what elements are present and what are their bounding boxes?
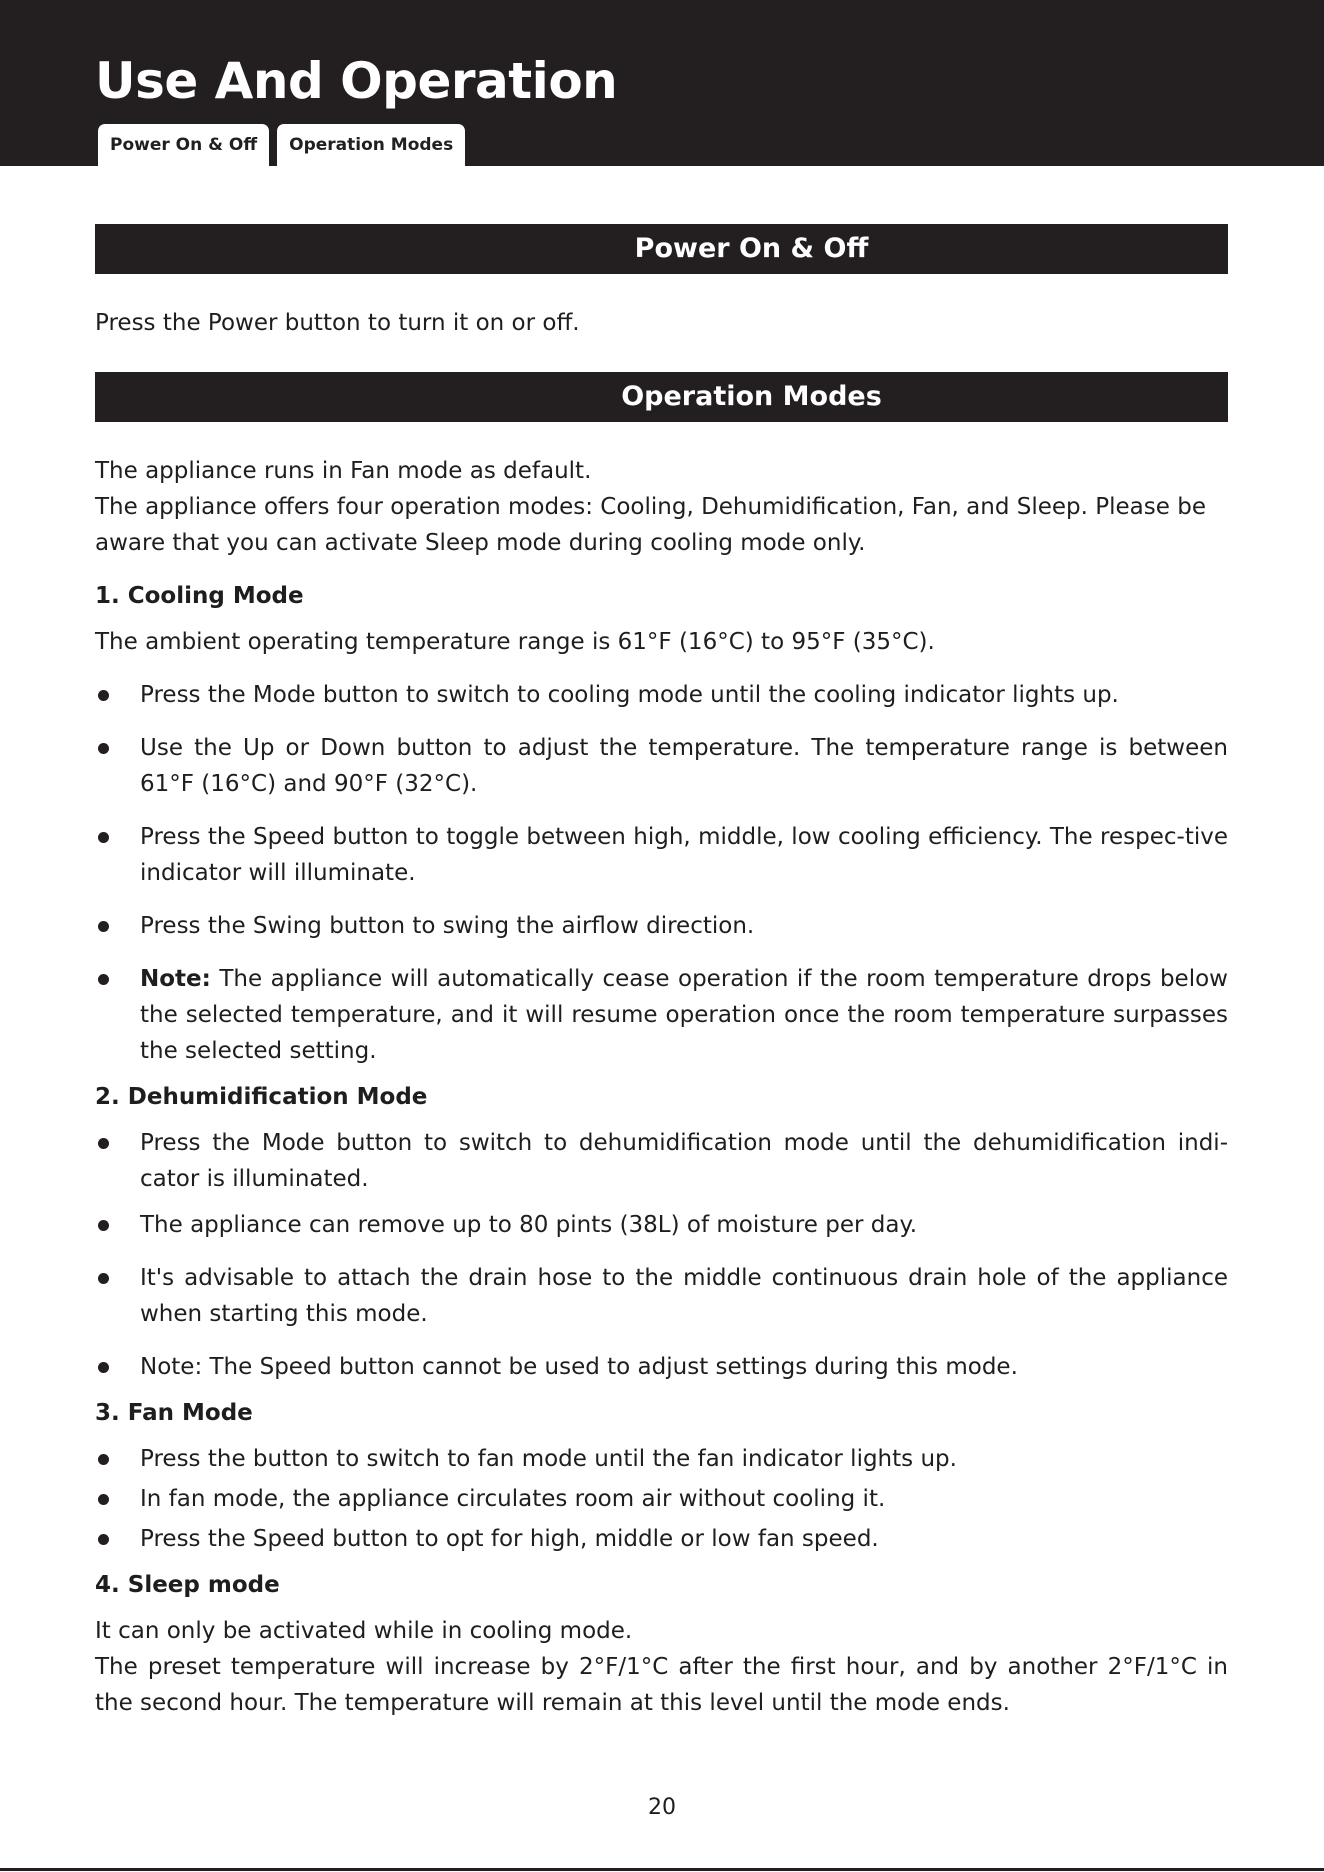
page-header: [0, 0, 1324, 166]
list-item: It's advisable to attach the drain hose to the middle continuous drain hole of the appliance when starting this mode.: [95, 1260, 1228, 1332]
cooling-range-text: The ambient operating temperature range is 61°F (16°C) to 95°F (35°C).: [95, 629, 935, 655]
section-heading-modes: Operation Modes: [95, 372, 1228, 422]
cooling-mode-title: 1. Cooling Mode: [95, 583, 304, 609]
dehumidification-mode-title: 2. Dehumidification Mode: [95, 1084, 428, 1110]
tab-power-on-off[interactable]: Power On & Off: [98, 124, 269, 166]
page-number: 20: [648, 1795, 676, 1820]
sleep-mode-title: 4. Sleep mode: [95, 1572, 280, 1598]
fan-bullets: [95, 1441, 1228, 1557]
sleep-temperature-text: The preset temperature will increase by 2°F/1°C after the first hour, and by another 2°F/1°C in the second hour. The temperature will remain at this level until the mode ends.: [95, 1654, 1228, 1716]
tab-operation-modes[interactable]: Operation Modes: [277, 124, 465, 166]
page-bottom-rule: [0, 1868, 1324, 1871]
list-item: Use the Up or Down button to adjust the temperature. The temperature range is between 61°F (16°C) and 90°F (32°C).: [95, 730, 1228, 802]
modes-intro-list: The appliance offers four operation modes: Cooling, Dehumidification, Fan, and Sleep. Please be aware that you can activate Sleep mode during cooling mode only.: [95, 494, 1206, 556]
list-item: In fan mode, the appliance circulates room air without cooling it.: [95, 1481, 1228, 1517]
list-item: Press the Mode button to switch to cooling mode until the cooling indicator lights up.: [95, 677, 1228, 713]
page-title: Use And Operation: [95, 52, 618, 110]
list-item: Press the Swing button to swing the airflow direction.: [95, 908, 1228, 944]
list-item: Press the Speed button to toggle between high, middle, low cooling efficiency. The respec-tive indicator will illuminate.: [95, 819, 1228, 891]
section-tabs: [98, 124, 465, 166]
list-item: Press the Speed button to opt for high, middle or low fan speed.: [95, 1521, 1228, 1557]
fan-mode-title: 3. Fan Mode: [95, 1400, 253, 1426]
sleep-activation-text: It can only be activated while in cooling mode.: [95, 1618, 633, 1644]
list-item: Press the Mode button to switch to dehumidification mode until the dehumidification indi-cator is illuminated.: [95, 1125, 1228, 1197]
page-content: [95, 224, 1228, 1721]
modes-intro-default: The appliance runs in Fan mode as default.: [95, 458, 592, 484]
note-label: Note:: [140, 966, 211, 992]
dehumidification-bullets: [95, 1125, 1228, 1385]
power-instruction: Press the Power button to turn it on or off.: [95, 310, 580, 336]
section-heading-power: Power On & Off: [95, 224, 1228, 274]
list-item: Note: The Speed button cannot be used to adjust settings during this mode.: [95, 1349, 1228, 1385]
note-text: The appliance will automatically cease operation if the room temperature drops below the selected temperature, and it will resume operation once the room temperature surpasses the selected setting.: [140, 966, 1228, 1064]
list-item: Press the button to switch to fan mode until the fan indicator lights up.: [95, 1441, 1228, 1477]
list-item: The appliance can remove up to 80 pints (38L) of moisture per day.: [95, 1207, 1228, 1243]
cooling-note: [95, 961, 1228, 1069]
cooling-bullets: [95, 677, 1228, 1069]
